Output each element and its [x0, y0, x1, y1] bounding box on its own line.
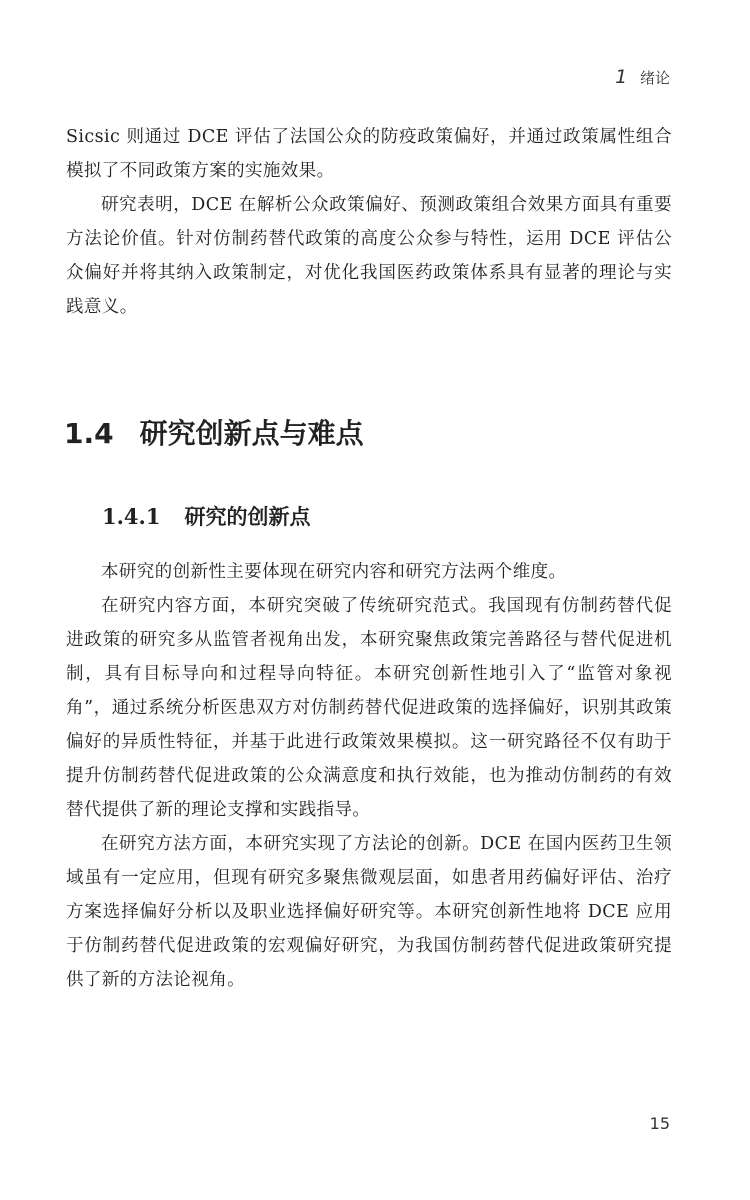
page-number: 15 [649, 1114, 670, 1133]
subsection-heading [102, 500, 310, 534]
chapter-number: 1 [615, 66, 628, 88]
subsection-number: 1.4.1 [102, 504, 161, 529]
paragraph-1: Sicsic 则通过 DCE 评估了法国公众的防疫政策偏好，并通过政策属性组合模拟了不同政策方案的实施效果。 [66, 127, 672, 181]
subsection-title: 研究的创新点 [184, 504, 311, 529]
paragraph-2: 研究表明，DCE 在解析公众政策偏好、预测政策组合效果方面具有重要方法论价值。针对仿制药替代政策的高度公众参与特性，运用 DCE 评估公众偏好并将其纳入政策制定，对优化我国医药政策体系具有显著的理论与实践意义。 [66, 195, 672, 317]
section-number: 1.4 [64, 417, 114, 450]
chapter-title: 绪论 [639, 69, 670, 87]
section-title: 研究创新点与难点 [139, 417, 364, 450]
section-heading [64, 412, 364, 456]
paragraph-5: 在研究方法方面，本研究实现了方法论的创新。DCE 在国内医药卫生领域虽有一定应用，但现有研究多聚焦微观层面，如患者用药偏好评估、治疗方案选择偏好分析以及职业选择偏好研究等。本研究创新性地将 DCE 应用于仿制药替代促进政策的宏观偏好研究，为我国仿制药替代促进政策研究提供了新的方法论视角。 [66, 834, 672, 990]
running-head [615, 66, 670, 88]
paragraph-3: 本研究的创新性主要体现在研究内容和研究方法两个维度。 [101, 562, 567, 582]
paragraph-4: 在研究内容方面，本研究突破了传统研究范式。我国现有仿制药替代促进政策的研究多从监管者视角出发，本研究聚焦政策完善路径与替代促进机制，具有目标导向和过程导向特征。本研究创新性地引入了“监管对象视角”，通过系统分析医患双方对仿制药替代促进政策的选择偏好，识别其政策偏好的异质性特征，并基于此进行政策效果模拟。这一研究路径不仅有助于提升仿制药替代促进政策的公众满意度和执行效能，也为推动仿制药的有效替代提供了新的理论支撑和实践指导。 [66, 596, 672, 820]
